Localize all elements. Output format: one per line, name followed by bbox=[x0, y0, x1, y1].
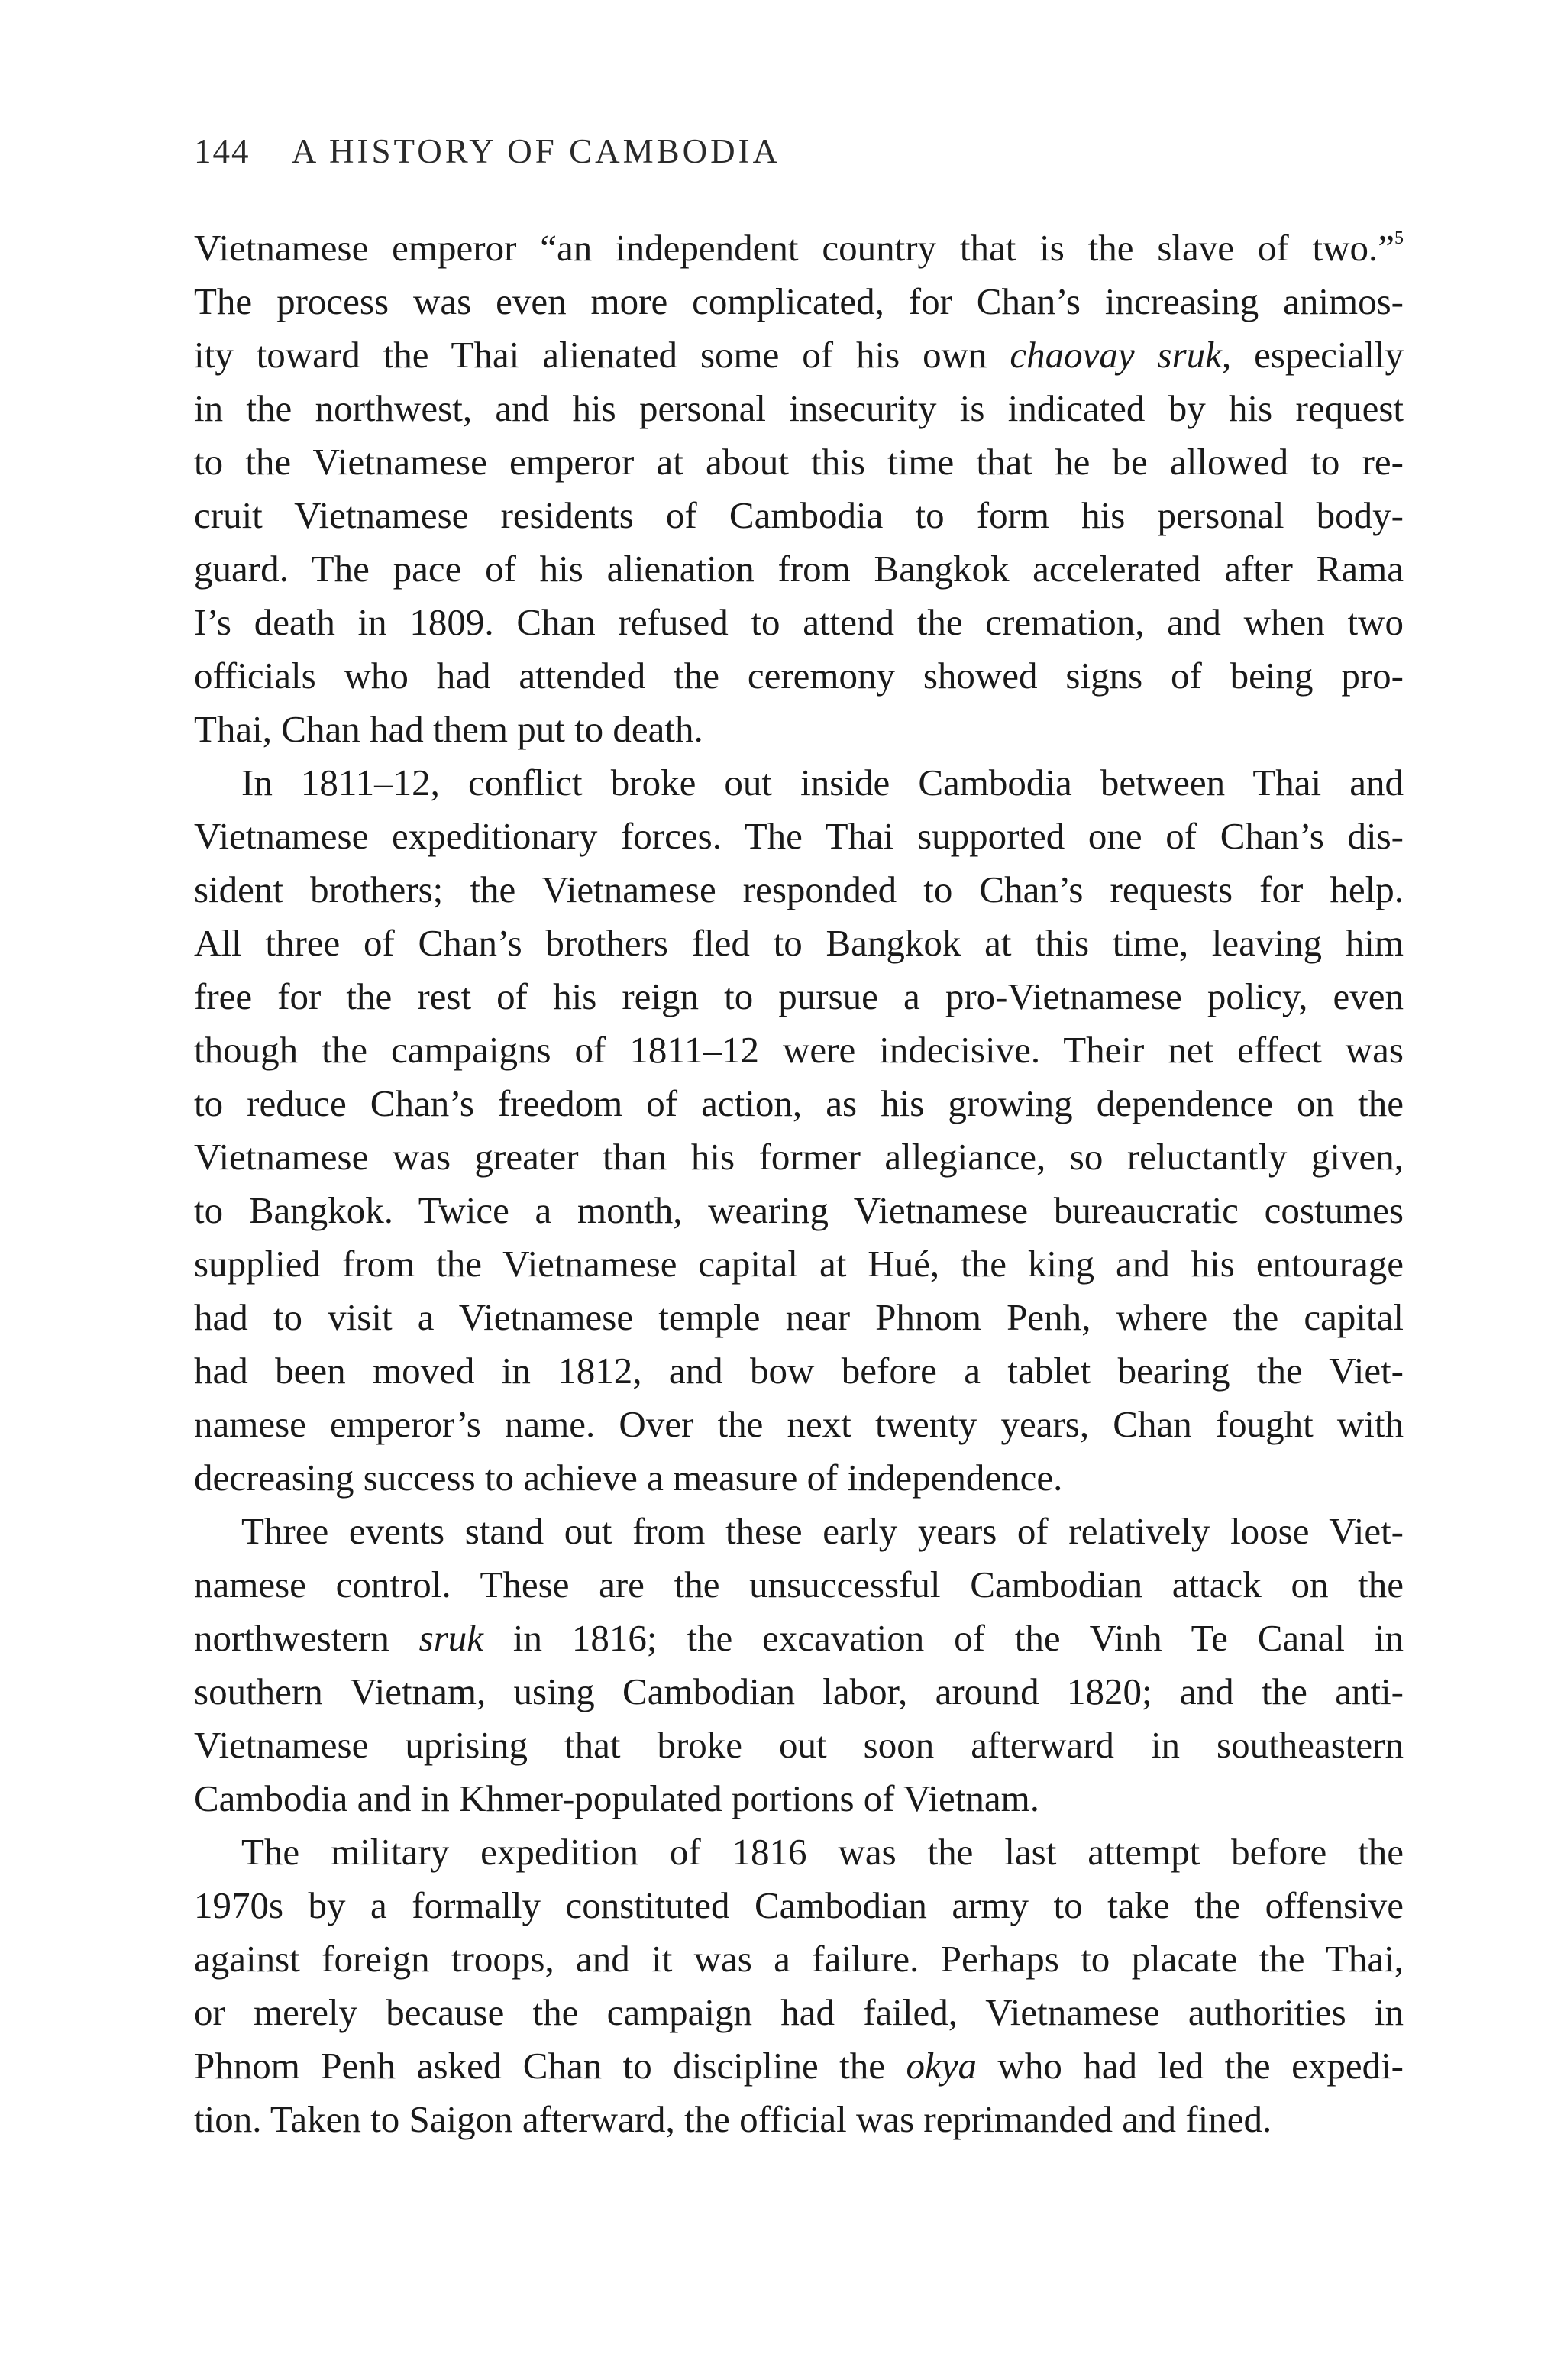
text-line: had to visit a Vietnamese temple near Phnom Penh, where the capital bbox=[194, 1296, 1404, 1338]
text-line: had been moved in 1812, and bow before a tablet bearing the Viet- bbox=[194, 1350, 1404, 1392]
text-line: tion. Taken to Saigon afterward, the official was reprimanded and fined. bbox=[194, 2098, 1272, 2140]
text-line: Cambodia and in Khmer-populated portions of Vietnam. bbox=[194, 1777, 1039, 1819]
book-title: A HISTORY OF CAMBODIA bbox=[291, 132, 781, 170]
text-line: to Bangkok. Twice a month, wearing Vietnamese bureaucratic costumes bbox=[194, 1189, 1404, 1231]
text-line: officials who had attended the ceremony showed signs of being pro- bbox=[194, 655, 1404, 697]
paragraph bbox=[194, 222, 1404, 756]
body-text bbox=[194, 222, 1404, 2146]
text-line: In 1811–12, conflict broke out inside Cambodia between Thai and bbox=[241, 762, 1404, 804]
page-number: 144 bbox=[194, 132, 250, 170]
paragraph bbox=[194, 1825, 1404, 2146]
text-line: Phnom Penh asked Chan to discipline the okya who had led the expedi- bbox=[194, 2045, 1404, 2087]
text-line: Vietnamese emperor “an independent country that is the slave of two.”$^5$ bbox=[194, 227, 1404, 269]
paragraph bbox=[194, 1505, 1404, 1825]
text-line: Three events stand out from these early years of relatively loose Viet- bbox=[241, 1510, 1404, 1552]
text-line: guard. The pace of his alienation from Bangkok accelerated after Rama bbox=[194, 548, 1404, 590]
text-line: northwestern sruk in 1816; the excavation of the Vinh Te Canal in bbox=[194, 1617, 1404, 1659]
text-line: ity toward the Thai alienated some of his own chaovay sruk, especially bbox=[194, 334, 1404, 376]
text-line: namese emperor’s name. Over the next twenty years, Chan fought with bbox=[194, 1403, 1404, 1445]
text-line: against foreign troops, and it was a failure. Perhaps to placate the Thai, bbox=[194, 1938, 1404, 1980]
text-line: The military expedition of 1816 was the last attempt before the bbox=[241, 1831, 1404, 1873]
italic-term: chaovay sruk bbox=[1010, 334, 1222, 376]
text-line: Vietnamese expeditionary forces. The Thai supported one of Chan’s dis- bbox=[194, 815, 1404, 857]
text-line: though the campaigns of 1811–12 were indecisive. Their net effect was bbox=[194, 1029, 1404, 1071]
text-line: to reduce Chan’s freedom of action, as his growing dependence on the bbox=[194, 1082, 1404, 1124]
text-line: sident brothers; the Vietnamese responded to Chan’s requests for help. bbox=[194, 868, 1404, 910]
footnote-marker[interactable]: 5 bbox=[1394, 228, 1404, 248]
italic-term: sruk bbox=[418, 1617, 484, 1659]
paragraph bbox=[194, 756, 1404, 1505]
text-line: All three of Chan’s brothers fled to Bangkok at this time, leaving him bbox=[194, 922, 1404, 964]
text-line: Thai, Chan had them put to death. bbox=[194, 708, 703, 750]
text-line: 1970s by a formally constituted Cambodian army to take the offensive bbox=[194, 1884, 1404, 1926]
text-line: supplied from the Vietnamese capital at Hué, the king and his entourage bbox=[194, 1243, 1404, 1285]
text-line: in the northwest, and his personal insecurity is indicated by his request bbox=[194, 387, 1404, 429]
text-line: or merely because the campaign had failed, Vietnamese authorities in bbox=[194, 1991, 1404, 2033]
italic-term: okya bbox=[906, 2045, 977, 2087]
text-line: I’s death in 1809. Chan refused to attend the cremation, and when two bbox=[194, 601, 1404, 643]
text-line: decreasing success to achieve a measure of independence. bbox=[194, 1457, 1063, 1499]
text-line: cruit Vietnamese residents of Cambodia to form his personal body- bbox=[194, 494, 1404, 536]
text-line: namese control. These are the unsuccessful Cambodian attack on the bbox=[194, 1563, 1404, 1606]
text-line: free for the rest of his reign to pursue a pro-Vietnamese policy, even bbox=[194, 975, 1404, 1017]
running-head bbox=[194, 131, 780, 171]
text-line: Vietnamese was greater than his former allegiance, so reluctantly given, bbox=[194, 1136, 1404, 1178]
text-line: The process was even more complicated, for Chan’s increasing animos- bbox=[194, 280, 1404, 322]
text-line: southern Vietnam, using Cambodian labor, around 1820; and the anti- bbox=[194, 1670, 1404, 1712]
text-line: Vietnamese uprising that broke out soon afterward in southeastern bbox=[194, 1724, 1404, 1766]
text-line: to the Vietnamese emperor at about this time that he be allowed to re- bbox=[194, 441, 1404, 483]
